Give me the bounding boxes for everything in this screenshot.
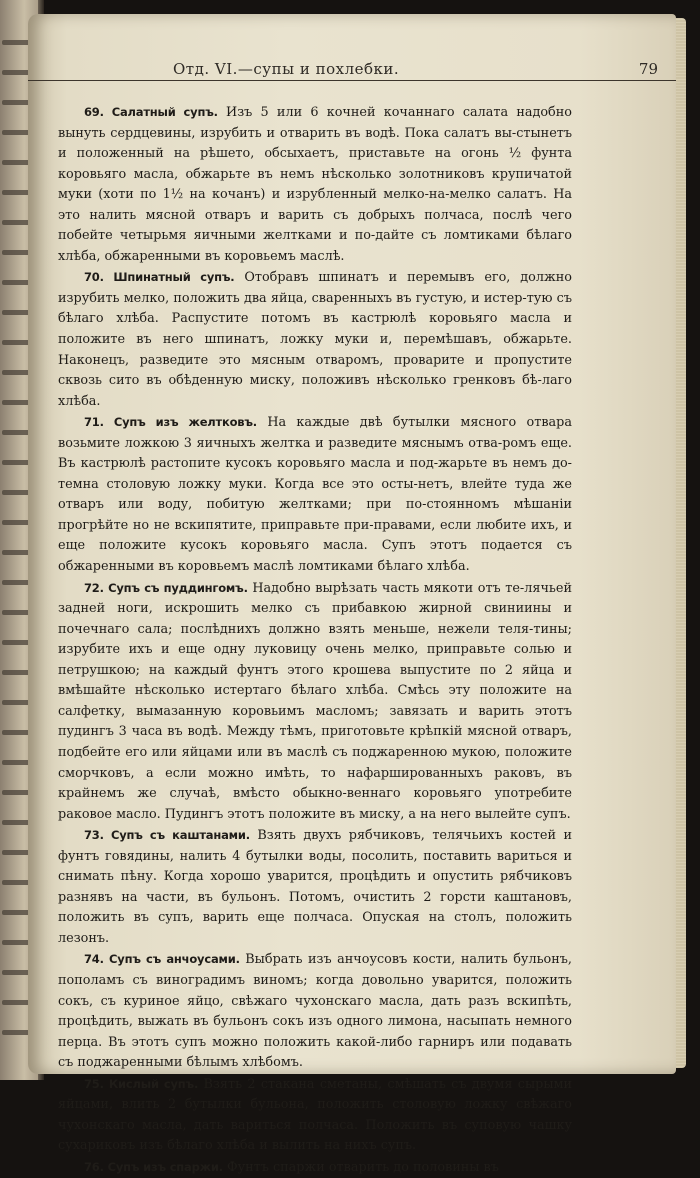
recipe-text: Фунтъ спаржи отварить до половины въ <box>227 1159 499 1175</box>
recipe-title: 75. Кислый супъ. <box>84 1076 199 1091</box>
recipe-title: 74. Супъ съ анчоусами. <box>84 952 240 967</box>
recipe-72 <box>58 578 572 826</box>
recipe-title: 70. Шпинатный супъ. <box>84 270 235 285</box>
recipe-title: 69. Салатный супъ. <box>84 105 218 119</box>
recipe-71 <box>58 412 572 577</box>
recipe-text: Отобравъ шпинатъ и перемывъ его, должно изрубить мелко, положить два яйца, сваренныхъ въ густую, и истер-тую съ бѣлаго хлѣба. Распустите потомъ въ кастрюлѣ коровьяго масла и положите въ него шпинатъ, ложку муки и, перемѣшавъ, обжарьте. Наконецъ, разведите это мясным отваромъ, проварите и пропустите сквозь сито въ обѣденную миску, положивъ нѣсколько гренковъ бѣ-лаго хлѣба. <box>58 270 572 409</box>
recipe-text: На каждые двѣ бутылки мясного отвара возьмите ложкою 3 яичныхъ желтка и разведите мяснымъ отва-ромъ еще. Въ кастрюлѣ растопите кусокъ коровьяго масла и под-жарьте въ немъ до-темна столовую ложку муки. Когда все это осты-нетъ, влейте туда же отваръ или воду, побитую желтками; при по-стоянномъ мѣшаніи прогрѣйте но не вскипятите, приправьте при-правами, если любите ихъ, и еще положите кусокъ коровьяго масла. Супъ этотъ подается съ обжаренными въ коровьемъ маслѣ ломтиками бѣлаго хлѣба. <box>58 415 572 575</box>
recipe-74 <box>58 949 572 1073</box>
recipe-text: Взять 2 стакана сметаны, смѣшать съ двумя сырыми яйцами, влить 2 бутылки бульона, положить столовую ложку свѣжаго чухонскаго масла, дать вариться полчаса. Положить въ суповую чашку сухариковъ изъ бѣлаго хлѣба и вылить на нихъ супъ. <box>58 1076 573 1154</box>
page-stack-edge <box>676 18 686 1068</box>
recipe-70 <box>58 267 572 412</box>
recipe-text: Выбрать изъ анчоусовъ кости, налить бульонъ, пополамъ съ виноградимъ виномъ; когда довольно уварится, положить сокъ, съ куриное яйцо, свѣжаго чухонскаго масла, дать разъ вскипѣть, процѣдить, выжать въ бульонъ сокъ изъ одного лимона, насыпать немного перца. Въ этотъ супъ можно положить какой-либо гарниръ или подавать съ поджаренными бѣлымъ хлѣбомъ. <box>58 952 572 1071</box>
recipe-title: 76. Супъ изъ спаржи. <box>84 1159 223 1174</box>
recipe-69 <box>58 102 572 267</box>
book-page <box>28 14 676 1175</box>
recipe-text: Надобно вырѣзать часть мякоти отъ те-лячьей задней ноги, искрошить мелко съ прибавкою жирной свиниины и почечнаго сала; послѣднихъ должно взять меньше, нежели теля-тины; изрубите ихъ и еще одну луковицу очень мелко, приправьте солью и петрушкою; на каждый фунтъ этого крошева выпустите по 2 яйца и вмѣшайте нѣсколько истертаго бѣлаго хлѣба. Смѣсь эту положите на салфетку, вымазанную коровьимъ масломъ; завязать и варить этотъ пудингъ 3 часа въ водѣ. Между тѣмъ, приготовьте крѣпкій мясной отваръ, подбейте его или яйцами или въ маслѣ съ поджаренною мукою, положите сморчковъ, а если можно имѣть, то нафаршированныхъ раковъ, въ крайнемъ же случаѣ, вмѣсто обыкно-веннаго коровьяго употребите раковое масло. Пудингъ этотъ положите въ миску, а на него вылейте супъ. <box>58 580 572 822</box>
recipe-title: 72. Супъ съ пуддингомъ. <box>84 580 248 595</box>
recipe-title: 73. Супъ съ каштанами. <box>84 828 250 843</box>
recipe-text: Изъ 5 или 6 кочней кочаннаго салата надобно вынуть сердцевины, изрубить и отварить въ водѣ. Пока салатъ вы-стынетъ и положенный на рѣшето, обсыхаетъ, приставьте на огонь ½ фунта коровьяго масла, обжарьте въ немъ нѣсколько золотниковъ крупичатой муки (хоти по 1½ на кочанъ) и изрубленный мелко-на-мелко салатъ. На это налить мясной отваръ и варить съ добрыхъ полчаса, послѣ чего побейте четырьмя яичными желтками и по-дайте съ ломтиками бѣлаго хлѣба, обжаренными въ коровьемъ маслѣ. <box>58 105 572 264</box>
recipe-76 <box>58 1157 572 1178</box>
running-title: Отд. VI.—супы и похлебки. <box>173 60 400 78</box>
recipe-73 <box>58 825 572 949</box>
page-number: 79 <box>638 60 658 78</box>
recipe-text: Взять двухъ рябчиковъ, телячьихъ костей и фунтъ говядины, налить 4 бутылки воды, посолить, поставить вариться и снимать пѣну. Когда хорошо уварится, процѣдить и опустить рябчиковъ разнявъ на части, въ бульонъ. Потомъ, очистить 2 горсти каштановъ, положить въ супъ, варить еще полчаса. Опуская на столъ, положить лезонъ. <box>58 828 573 946</box>
running-header <box>28 58 676 81</box>
recipe-list <box>58 102 572 1178</box>
recipe-75 <box>58 1074 572 1157</box>
recipe-title: 71. Супъ изъ желтковъ. <box>84 415 257 430</box>
